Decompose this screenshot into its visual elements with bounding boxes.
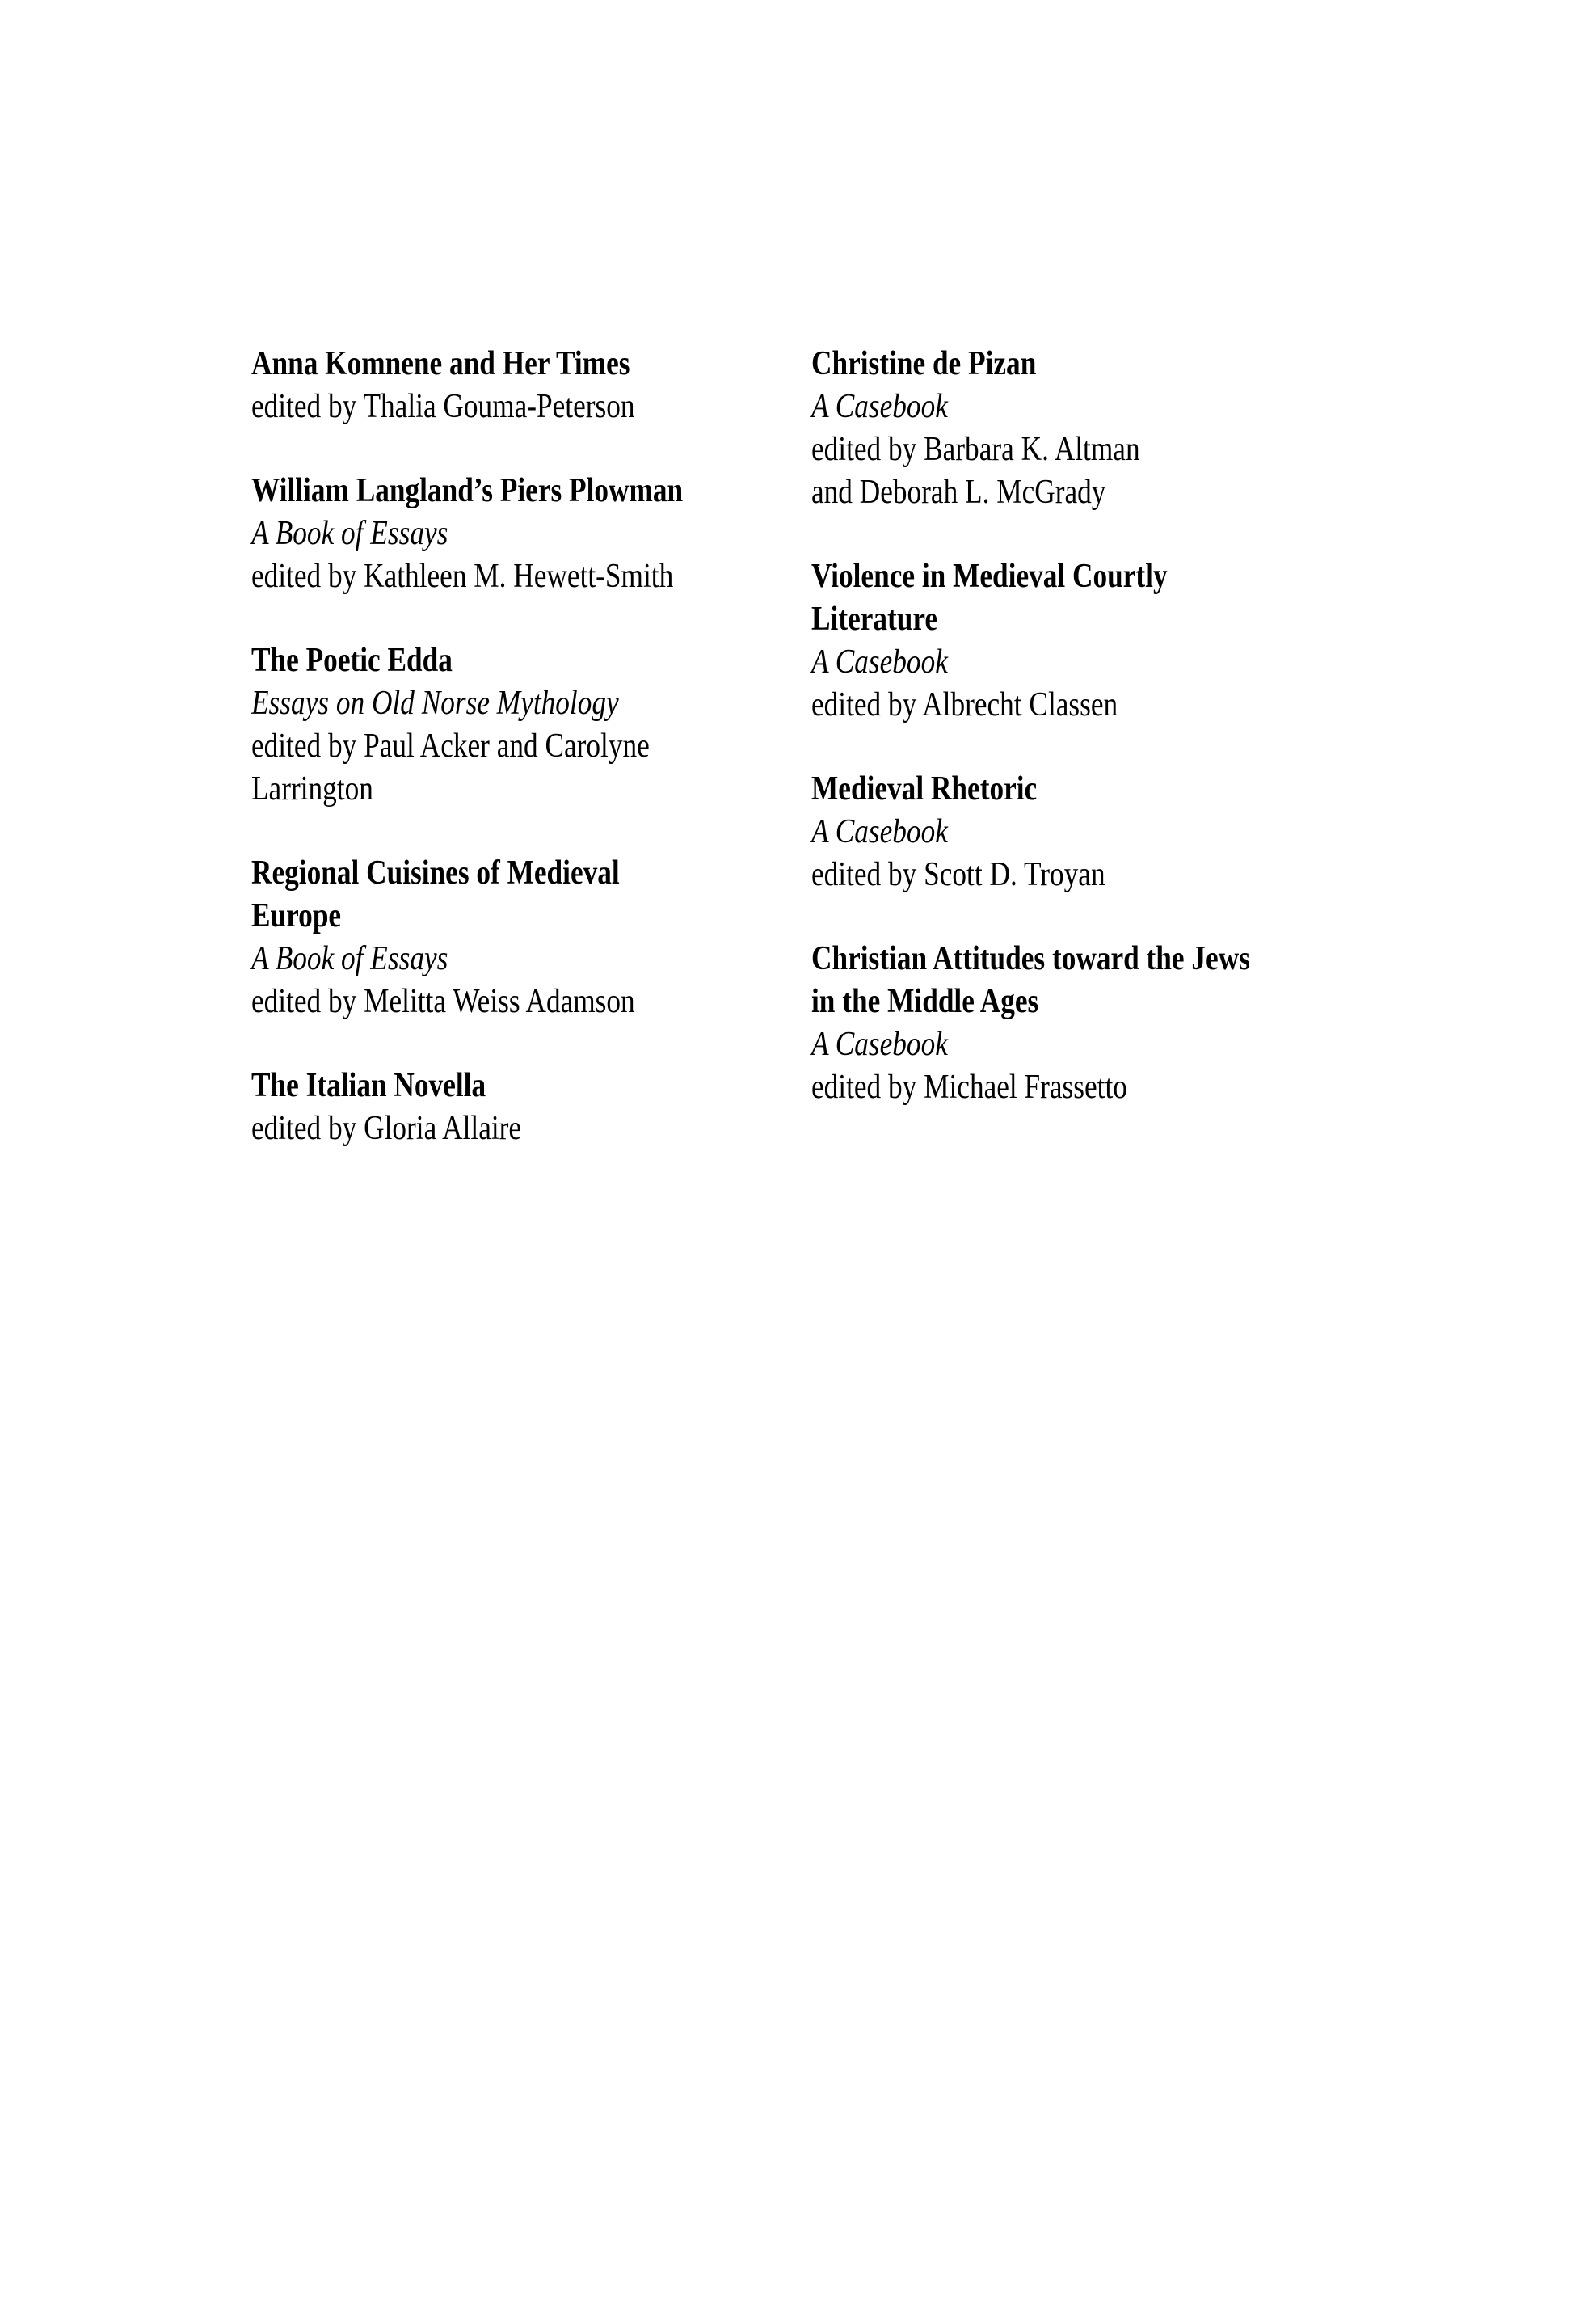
book-editors: edited by Melitta Weiss Adamson xyxy=(251,983,635,1020)
book-editors: edited by Albrecht Classen xyxy=(811,686,1118,723)
book-title: Christine de Pizan xyxy=(811,345,1037,382)
book-editors: and Deborah L. McGrady xyxy=(811,474,1106,511)
book-entry xyxy=(251,852,794,1023)
book-subtitle: A Book of Essays xyxy=(251,515,448,552)
book-subtitle: A Casebook xyxy=(811,388,948,425)
book-editors: edited by Scott D. Troyan xyxy=(811,856,1105,893)
book-subtitle: A Casebook xyxy=(811,643,948,681)
book-editors: Larrington xyxy=(251,770,373,808)
book-editors: edited by Gloria Allaire xyxy=(251,1110,522,1147)
book-subtitle: A Book of Essays xyxy=(251,940,448,977)
book-subtitle: Essays on Old Norse Mythology xyxy=(251,685,619,722)
book-title: Violence in Medieval Courtly xyxy=(811,558,1168,595)
book-entry xyxy=(811,343,1354,514)
book-subtitle: A Casebook xyxy=(811,1026,948,1063)
book-title: Regional Cuisines of Medieval xyxy=(251,854,620,892)
book-entry xyxy=(811,768,1354,896)
book-editors: edited by Thalia Gouma-Peterson xyxy=(251,388,635,425)
book-entry xyxy=(811,555,1354,727)
book-title: Literature xyxy=(811,601,938,638)
book-title: Anna Komnene and Her Times xyxy=(251,345,630,382)
book-title: Medieval Rhetoric xyxy=(811,770,1038,808)
book-title: Christian Attitudes toward the Jews xyxy=(811,940,1250,977)
book-title: William Langland’s Piers Plowman xyxy=(251,472,684,509)
book-list-right-column xyxy=(811,343,1354,1150)
book-entry xyxy=(251,1065,794,1150)
book-title: Europe xyxy=(251,897,342,934)
book-editors: edited by Michael Frassetto xyxy=(811,1069,1127,1106)
book-title: The Poetic Edda xyxy=(251,642,453,679)
book-editors: edited by Barbara K. Altman xyxy=(811,431,1140,468)
book-list-left-column xyxy=(251,343,794,1192)
book-title: in the Middle Ages xyxy=(811,983,1039,1020)
book-editors: edited by Paul Acker and Carolyne xyxy=(251,728,650,765)
book-entry xyxy=(251,470,794,598)
book-subtitle: A Casebook xyxy=(811,813,948,850)
book-entry xyxy=(251,343,794,428)
book-title: The Italian Novella xyxy=(251,1067,486,1104)
book-editors: edited by Kathleen M. Hewett-Smith xyxy=(251,558,674,595)
book-entry xyxy=(811,938,1354,1109)
book-entry xyxy=(251,639,794,811)
